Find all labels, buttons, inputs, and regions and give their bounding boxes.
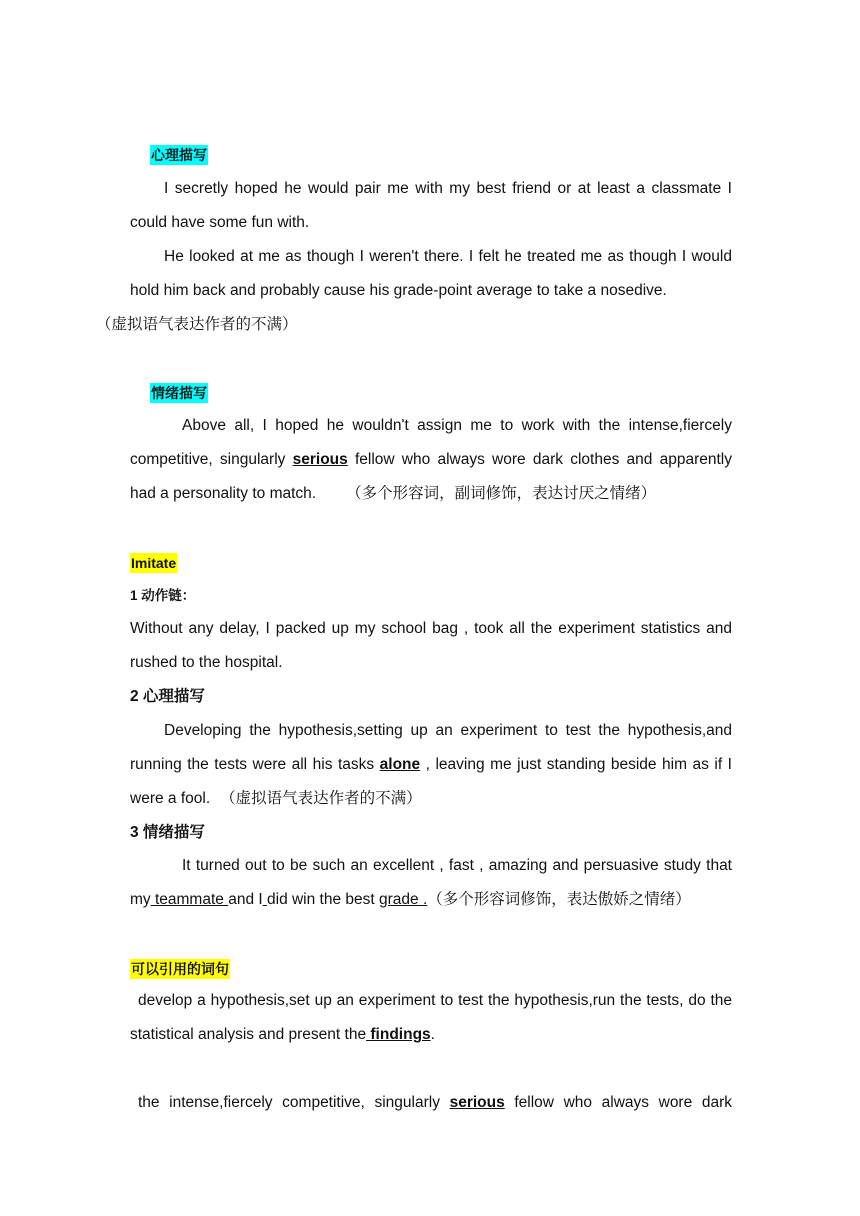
section-heading-imitate [130,546,732,581]
item-title: 2 心理描写 [130,688,205,705]
paragraph-text: did win the best [267,891,380,908]
emphasized-word: serious [449,1094,505,1111]
section-heading-quotes [130,952,732,987]
paragraph-text: develop a hypothesis,set up an experiment to test the hypothesis,run the tests, do the statistical analysis and present the [130,992,732,1043]
paragraph-text: fellow who always wore dark clothes and apparently had a personality to match. [130,451,732,502]
paragraph [96,240,732,342]
annotation-note: （虚拟语气表达作者的不满） [220,790,422,807]
heading-text: 心理描写 [151,147,207,163]
heading-text: 可以引用的词句 [131,961,229,977]
paragraph: Without any delay, I packed up my school bag , took all the experiment statistics and rushed to the hospital. [130,620,732,671]
paragraph-text: and I [228,891,263,908]
paragraph [130,714,732,816]
section-heading-emotion [130,376,732,411]
underlined-text: grade . [379,891,428,908]
paragraph-text: , leaving me just standing beside him as if I were a fool. [130,756,732,807]
paragraph-text: fellow who always wore dark [504,1094,732,1111]
paragraph-text: He looked at me as though I weren't there. I felt he treated me as though I would hold him back and probably cause his grade-point average to take a nosedive. [130,248,732,299]
item-title: 3 情绪描写 [130,824,205,841]
paragraph [130,984,732,1052]
annotation-note: （多个形容词修饰，表达傲娇之情绪） [427,891,691,908]
paragraph [130,849,732,917]
paragraph: I secretly hoped he would pair me with my best friend or at least a classmate I could have some fun with. [130,180,732,231]
heading-text: 情绪描写 [151,385,207,401]
paragraph [130,409,732,511]
annotation-note: （虚拟语气表达作者的不满） [96,316,298,333]
paragraph-text: the intense,fiercely competitive, singularly [138,1094,450,1111]
paragraph-text: Above all, I hoped he wouldn't assign me to work with the intense,fiercely competitive, singularly [130,417,732,468]
emphasized-word: alone [379,756,421,773]
heading-text: Imitate [131,555,177,571]
item-title: 1 动作链： [130,588,196,603]
section-heading-psychology [130,138,732,173]
emphasized-word: serious [292,451,348,468]
emphasized-word: findings [366,1026,431,1043]
underlined-text: teammate [150,891,229,908]
paragraph [130,1086,732,1120]
paragraph-text: It turned out to be such an excellent , fast , amazing and persuasive study that my [130,857,732,908]
annotation-note: （多个形容词，副词修饰，表达讨厌之情绪） [346,485,657,502]
paragraph-text: . [430,1026,435,1043]
paragraph-text: Developing the hypothesis,setting up an experiment to test the hypothesis,and running the tests were all his tasks [130,722,732,773]
